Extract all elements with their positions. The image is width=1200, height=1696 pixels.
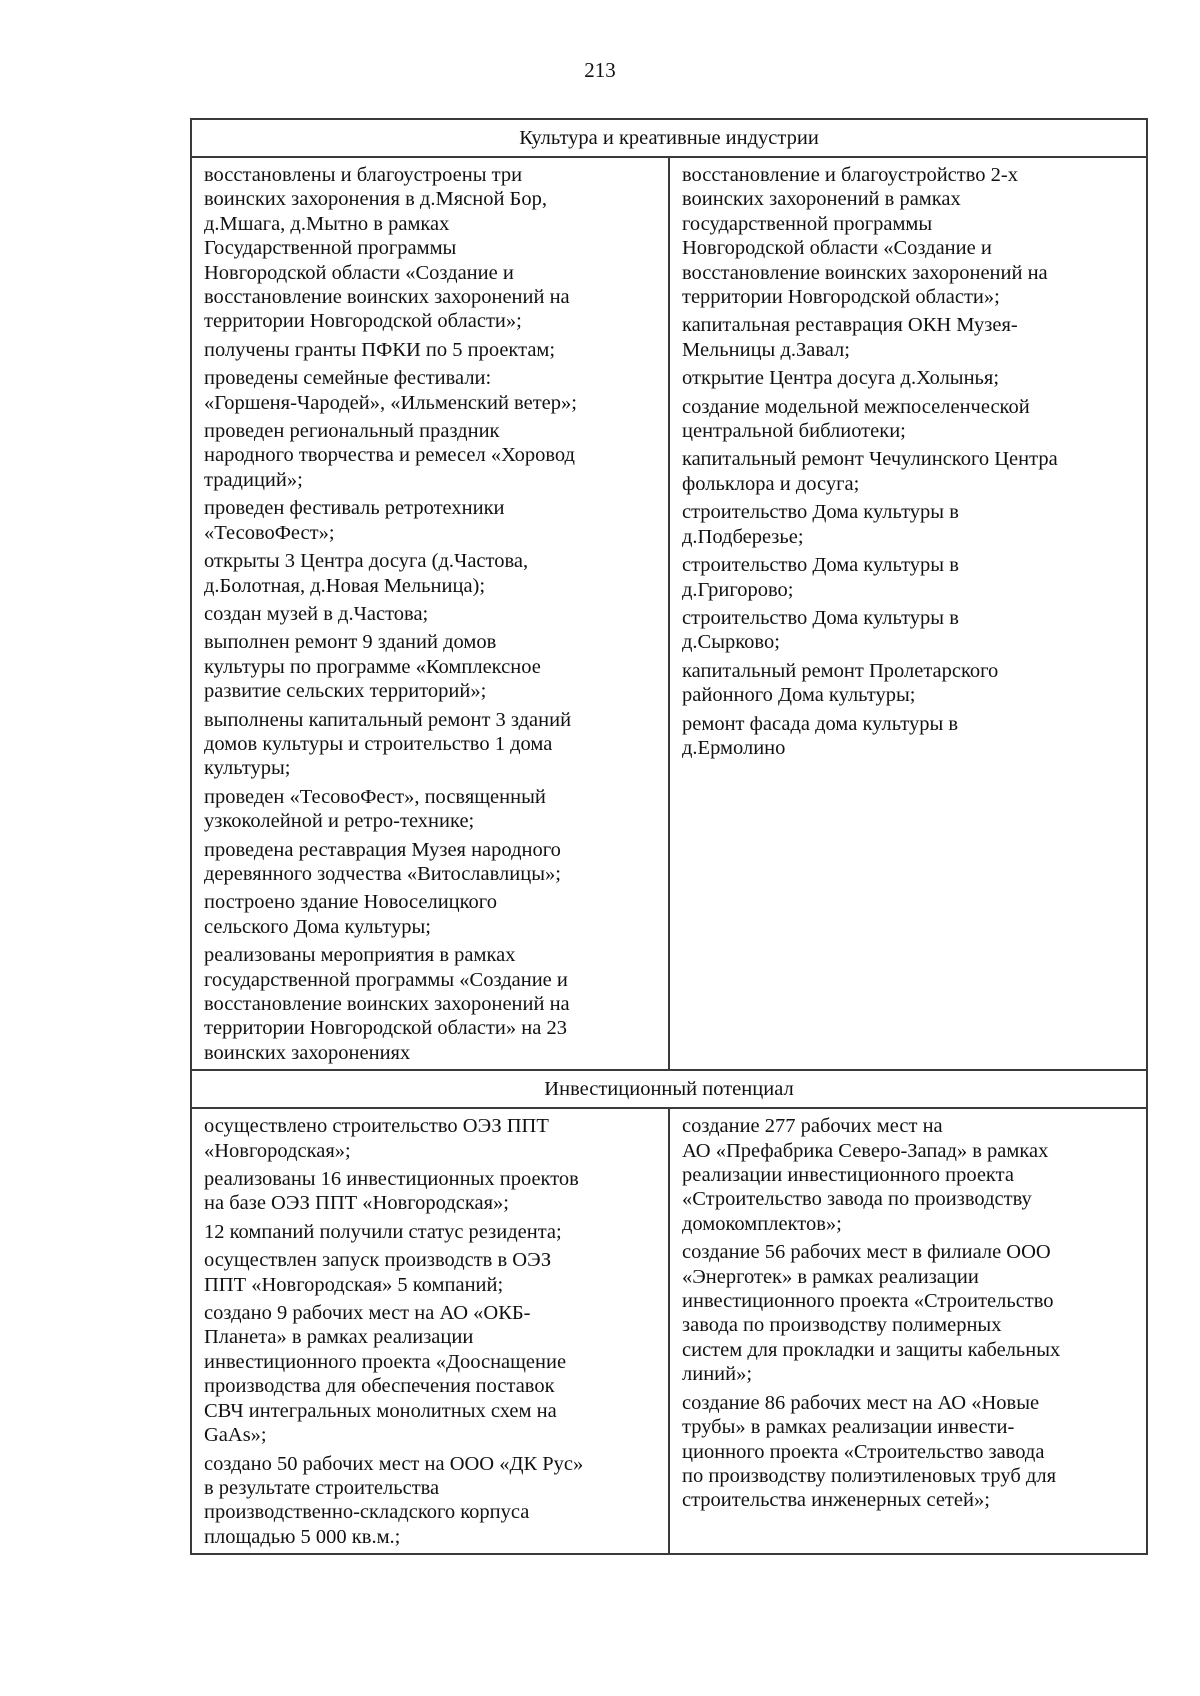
list-item: создание 277 рабочих мест на АО «Префабрика Северо-Запад» в рамках реализации инвестиционного проекта «Строительство завода по производству домокомплектов»; bbox=[682, 1115, 1049, 1235]
section-content-row bbox=[191, 1108, 1147, 1554]
list-item: строительство Дома культуры в д.Подберезье; bbox=[682, 501, 959, 548]
list-item: осуществлено строительство ОЭЗ ППТ «Новгородская»; bbox=[204, 1115, 549, 1162]
list-item: выполнены капитальный ремонт 3 зданий домов культуры и строительство 1 дома культуры; bbox=[204, 708, 572, 780]
section-content-row bbox=[191, 157, 1147, 1070]
list-item: создано 9 рабочих мест на АО «ОКБ- Планета» в рамках реализации инвестиционного проекта «Дооснащение производства для обеспечения поставок СВЧ интегральных монолитных схем на GaAs»; bbox=[204, 1302, 567, 1447]
page-number: 213 bbox=[584, 58, 616, 82]
list-item: 12 компаний получили статус резидента; bbox=[204, 1220, 562, 1243]
section-title: Инвестиционный потенциал bbox=[191, 1070, 1147, 1108]
list-item: открыты 3 Центра досуга (д.Частова, д.Болотная, д.Новая Мельница); bbox=[204, 550, 529, 597]
list-item: создано 50 рабочих мест на ООО «ДК Рус» в результате строительства производственно-складского корпуса площадью 5 000 кв.м.; bbox=[204, 1452, 584, 1548]
list-item: создание 86 рабочих мест на АО «Новые трубы» в рамках реализации инвести- ционного проекта «Строительство завода по производству полиэтиленовых труб для строительства инженерных сетей»; bbox=[682, 1391, 1056, 1512]
list-item: капитальный ремонт Чечулинского Центра фольклора и досуга; bbox=[682, 448, 1058, 495]
document-table bbox=[190, 118, 1148, 1555]
list-item: строительство Дома культуры в д.Сырково; bbox=[682, 606, 959, 654]
list-item: капитальный ремонт Пролетарского районного Дома культуры; bbox=[682, 659, 999, 707]
list-item: восстановлены и благоустроены три воинских захоронения в д.Мясной Бор, д.Мшага, д.Мытно в рамках Государственной программы Новгородской области «Создание и восстановление воинских захоронений на территории Новгородской области»; bbox=[204, 164, 570, 333]
list-item: строительство Дома культуры в д.Григорово; bbox=[682, 554, 959, 601]
list-item: создан музей в д.Частова; bbox=[204, 602, 429, 625]
section-header-row bbox=[191, 119, 1147, 157]
section-title: Культура и креативные индустрии bbox=[191, 119, 1147, 157]
left-column bbox=[191, 157, 669, 1070]
left-column bbox=[191, 1108, 669, 1554]
list-item: получены гранты ПФКИ по 5 проектам; bbox=[204, 338, 556, 361]
right-column bbox=[669, 1108, 1147, 1554]
list-item: восстановление и благоустройство 2-х воинских захоронений в рамках государственной программы Новгородской области «Создание и восстановление воинских захоронений на территории Новгородской области»; bbox=[682, 164, 1048, 309]
list-item: проведен региональный праздник народного творчества и ремесел «Хоровод традиций»; bbox=[204, 420, 575, 491]
section-header-row bbox=[191, 1070, 1147, 1108]
list-item: проведен «ТесовоФест», посвященный узкоколейной и ретро-технике; bbox=[204, 785, 546, 833]
list-item: реализованы 16 инвестиционных проектов на базе ОЭЗ ППТ «Новгородская»; bbox=[204, 1168, 579, 1215]
list-item: ремонт фасада дома культуры в д.Ермолино bbox=[682, 712, 959, 759]
list-item: открытие Центра досуга д.Холынья; bbox=[682, 367, 1000, 390]
list-item: проведены семейные фестивали: «Горшеня-Чародей», «Ильменский ветер»; bbox=[204, 367, 577, 414]
list-item: осуществлен запуск производств в ОЭЗ ППТ «Новгородская» 5 компаний; bbox=[204, 1249, 552, 1296]
list-item: построено здание Новоселицкого сельского Дома культуры; bbox=[204, 891, 497, 938]
list-item: проведен фестиваль ретротехники «ТесовоФест»; bbox=[204, 497, 505, 544]
right-column bbox=[669, 157, 1147, 1070]
list-item: выполнен ремонт 9 зданий домов культуры по программе «Комплексное развитие сельских территорий»; bbox=[204, 631, 541, 703]
list-item: создание модельной межпоселенческой центральной библиотеки; bbox=[682, 395, 1030, 443]
list-item: проведена реставрация Музея народного деревянного зодчества «Витославлицы»; bbox=[204, 838, 561, 885]
list-item: капитальная реставрация ОКН Музея- Мельницы д.Завал; bbox=[682, 314, 1018, 361]
list-item: реализованы мероприятия в рамках государственной программы «Создание и восстановление воинских захоронений на территории Новгородской области» на 23 воинских захоронениях bbox=[204, 944, 570, 1064]
list-item: создание 56 рабочих мест в филиале ООО «Энерготек» в рамках реализации инвестиционного проекта «Строительство завода по производству полимерных систем для прокладки и защиты кабельных линий»; bbox=[682, 1241, 1061, 1386]
